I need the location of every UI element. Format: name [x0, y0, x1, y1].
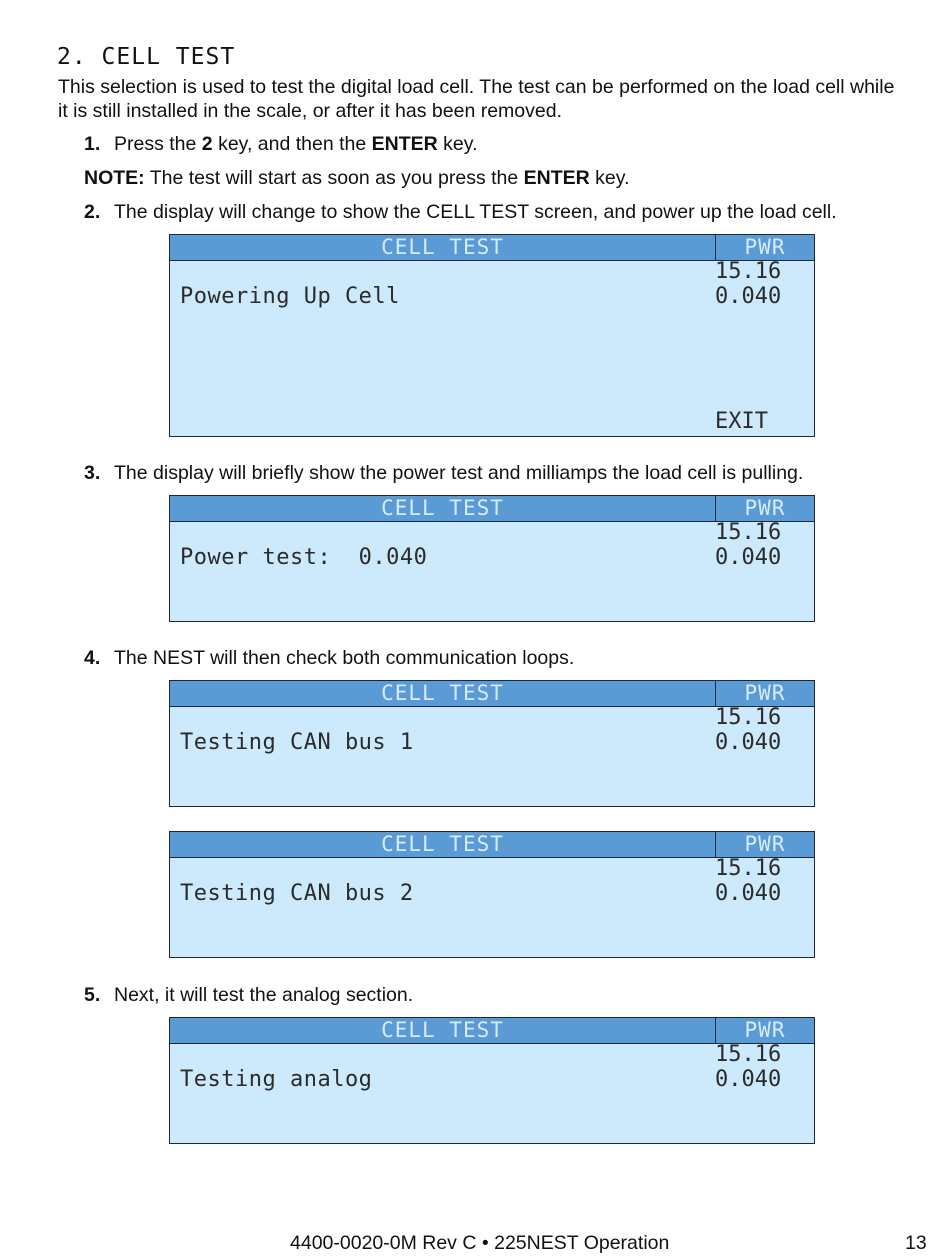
lcd-screen-can-bus-2 — [169, 831, 815, 958]
step-1 — [84, 132, 477, 156]
lcd-pwr-label: PWR — [744, 496, 786, 520]
lcd-title: CELL TEST — [381, 681, 504, 705]
lcd-current: 0.040 — [715, 545, 782, 570]
lcd-title-bar — [170, 1018, 814, 1044]
lcd-voltage: 15.16 — [715, 259, 782, 284]
step-text: Next, it will test the analog section. — [114, 984, 414, 1006]
step-text: The display will briefly show the power test and milliamps the load cell is pulling. — [114, 462, 804, 484]
page-number: 13 — [905, 1232, 927, 1254]
lcd-message: Powering Up Cell — [180, 284, 400, 309]
step-3 — [84, 461, 803, 485]
step-5 — [84, 983, 413, 1007]
lcd-title-bar — [170, 681, 814, 707]
lcd-message: Power test: 0.040 — [180, 545, 428, 570]
lcd-title-bar — [170, 496, 814, 522]
lcd-current: 0.040 — [715, 730, 782, 755]
step-2 — [84, 200, 837, 224]
note-label: NOTE: — [84, 167, 145, 189]
lcd-screen-powering-up — [169, 234, 815, 437]
lcd-current: 0.040 — [715, 284, 782, 309]
note — [84, 166, 629, 190]
lcd-title-bar — [170, 832, 814, 858]
step-number: 3. — [84, 462, 101, 484]
step-text: key. — [437, 133, 478, 155]
lcd-message: Testing analog — [180, 1067, 373, 1092]
lcd-message: Testing CAN bus 2 — [180, 881, 414, 906]
lcd-voltage: 15.16 — [715, 520, 782, 545]
lcd-title-bar — [170, 235, 814, 261]
page-footer: 4400-0020-0M Rev C • 225NEST Operation — [290, 1232, 670, 1254]
step-number: 5. — [84, 984, 101, 1006]
lcd-message: Testing CAN bus 1 — [180, 730, 414, 755]
lcd-pwr-label: PWR — [744, 1018, 786, 1042]
lcd-voltage: 15.16 — [715, 856, 782, 881]
lcd-pwr-label: PWR — [744, 681, 786, 705]
step-text: The NEST will then check both communication loops. — [114, 647, 575, 669]
lcd-pwr-label: PWR — [744, 832, 786, 856]
note-text: key. — [589, 167, 630, 189]
lcd-title: CELL TEST — [381, 496, 504, 520]
step-text: key, and then the — [212, 133, 372, 155]
step-text: The display will change to show the CELL TEST screen, and power up the load cell. — [114, 201, 837, 223]
lcd-voltage: 15.16 — [715, 1042, 782, 1067]
lcd-screen-power-test — [169, 495, 815, 622]
step-number: 1. — [84, 133, 101, 155]
lcd-title: CELL TEST — [381, 832, 504, 856]
key-name: ENTER — [371, 133, 438, 155]
step-text: Press the — [114, 133, 202, 155]
lcd-current: 0.040 — [715, 1067, 782, 1092]
lcd-screen-can-bus-1 — [169, 680, 815, 807]
lcd-exit-softkey[interactable]: EXIT — [715, 409, 768, 434]
step-number: 4. — [84, 647, 101, 669]
lcd-title: CELL TEST — [381, 235, 504, 259]
step-4 — [84, 646, 574, 670]
step-number: 2. — [84, 201, 101, 223]
lcd-pwr-label: PWR — [744, 235, 786, 259]
key-name: 2 — [201, 133, 213, 155]
note-text: The test will start as soon as you press the — [144, 167, 524, 189]
lcd-voltage: 15.16 — [715, 705, 782, 730]
key-name: ENTER — [523, 167, 590, 189]
lcd-screen-analog — [169, 1017, 815, 1144]
intro-paragraph: This selection is used to test the digital load cell. The test can be performed on the load cell while it is still installed in the scale, or after it has been removed. — [58, 76, 895, 122]
lcd-current: 0.040 — [715, 881, 782, 906]
lcd-title: CELL TEST — [381, 1018, 504, 1042]
section-heading: 2. CELL TEST — [57, 44, 236, 70]
